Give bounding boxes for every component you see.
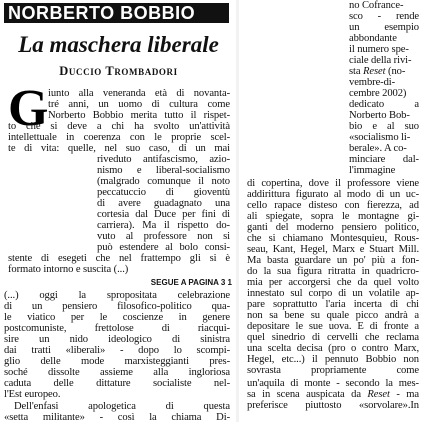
body-line: «socialismo li-: [349, 132, 411, 143]
body-line: «setta militante» - così la chiama Di-: [4, 412, 230, 422]
body-line: formato intorno e suscita (...): [8, 264, 129, 275]
body-line: una scelta decisa (pro o contro Marx,: [247, 343, 419, 354]
body-line: minciare dal-: [349, 154, 419, 165]
body-line: tré anni, un uomo di cultura come: [48, 99, 230, 110]
body-line: Ma basta guardare un po' più a fon-: [247, 255, 419, 266]
body-line: glio delle mode marxisteggianti pres-: [4, 356, 230, 367]
body-line: sco - rende: [349, 11, 419, 22]
body-line: di copertina, dove il professore viene: [247, 178, 419, 189]
body-line: Dell'enfasi apologetica di questa: [14, 401, 230, 412]
body-line: un esempio: [349, 22, 419, 33]
body-line: riveduto antifascismo, azio-: [97, 154, 230, 165]
body-line: (malgrado comunque il noto: [97, 176, 230, 187]
body-line: dai tratti «liberali» - dopo lo scompi-: [4, 345, 230, 356]
body-line: Norberto Bob-: [349, 110, 410, 121]
body-line: nismo e liberal-socialismo: [97, 165, 230, 176]
body-line: ali spiegate, sopra le montagne gi-: [247, 211, 419, 222]
article-title: La maschera liberale: [18, 32, 219, 57]
body-line: peccatuccio di gioventù: [97, 187, 230, 198]
body-line: no Cofrance-: [349, 0, 404, 11]
continued-reference: SEGUE A PAGINA 3 1: [150, 278, 232, 287]
body-line: depositare le sue uova. E di fronte a: [247, 321, 419, 332]
body-line: non sa bene su quale picco andrà a: [247, 310, 419, 321]
body-line: l'Est europeo.: [4, 389, 61, 400]
body-line: quel sinedrio di cervelli che reclama: [247, 332, 419, 343]
dropcap-letter: G: [8, 80, 49, 137]
body-line: vuto al professore non si: [97, 231, 230, 242]
body-line: cembre 2002): [349, 88, 407, 99]
body-line: ciale della rivi-: [349, 55, 412, 66]
body-line: ganti del moderno pensiero politico,: [247, 222, 419, 233]
body-line: intellettuale in coerenza con le proprie scel-: [8, 132, 230, 143]
body-line: postcomuniste, frettolose di riacqui-: [4, 323, 230, 334]
body-line: seau, Kant, Hegel, Marx e Stuart Mill.: [247, 244, 419, 255]
body-line: che si chiamano Montesquieu, Rous-: [247, 233, 419, 244]
body-line: soché dissolte assieme alla ingloriosa: [4, 367, 230, 378]
body-line: cortesia dal Duce per fini di: [97, 209, 230, 220]
body-line: to che si deve a chi ha svolto un'attività: [8, 121, 230, 132]
body-line: dedicato a: [349, 99, 419, 110]
body-line: mia per accorgersi che da quel volto: [247, 277, 419, 288]
body-line: il numero spe-: [349, 44, 409, 55]
body-line: sovrasta propriamente come: [247, 365, 419, 376]
body-line: può estendere al bolo consi-: [97, 242, 230, 253]
body-line: l'immagine: [349, 165, 396, 176]
body-line: caduta delle dittature socialiste nel-: [4, 378, 230, 389]
body-line: un'aquila di monte - secondo la mes-: [247, 378, 419, 389]
body-line: sta Reset (no-: [349, 66, 406, 77]
body-line: le viatico per le coscienze in genere: [4, 312, 230, 323]
body-line: innestato sul corpo di un volatile ap-: [247, 288, 419, 299]
body-line: Hegel, etc...) il pennuto Bobbio non: [247, 354, 419, 365]
body-line: (...) oggi la spropositata celebrazione: [4, 290, 230, 301]
body-line: di avere guadagnato una: [97, 198, 230, 209]
body-line: addirittura figurato al modo di un uc-: [247, 189, 419, 200]
rubric-banner: NORBERTO BOBBIO: [4, 3, 229, 23]
body-line: pare soprattutto l'aria incerta di chi: [247, 299, 419, 310]
body-line: cello rapace disteso con fierezza, ad: [247, 200, 419, 211]
body-line: di un pensiero filosofico-politico qua-: [4, 301, 230, 312]
body-line: preferisce piuttosto «sorvolare».In: [247, 400, 419, 411]
body-line: te di vita: quelle, nel suo caso, di un mai: [8, 143, 230, 154]
right-column: [245, 0, 425, 422]
body-line: berale». A co-: [349, 143, 407, 154]
body-line: do la sua figura ritratta in quadricro-: [247, 266, 419, 277]
body-line: Norberto Bobbio merita tutto il rispet-: [48, 110, 230, 121]
body-line: bio e al suo: [349, 121, 419, 132]
body-line: carriera). Ma il rispetto do-: [97, 220, 230, 231]
body-line: vembre-di-: [349, 77, 396, 88]
article-author: Duccio Trombadori: [59, 64, 178, 78]
body-line: sa in scena auspicata da Reset - ma: [247, 389, 419, 400]
body-line: abbondante: [349, 33, 397, 44]
body-line: stente di esegeti che nel frattempo gli si è: [8, 253, 230, 264]
body-line: sire un nido ideologico di sinistra: [4, 334, 230, 345]
body-line: iunto alla veneranda età di novanta-: [48, 88, 230, 99]
